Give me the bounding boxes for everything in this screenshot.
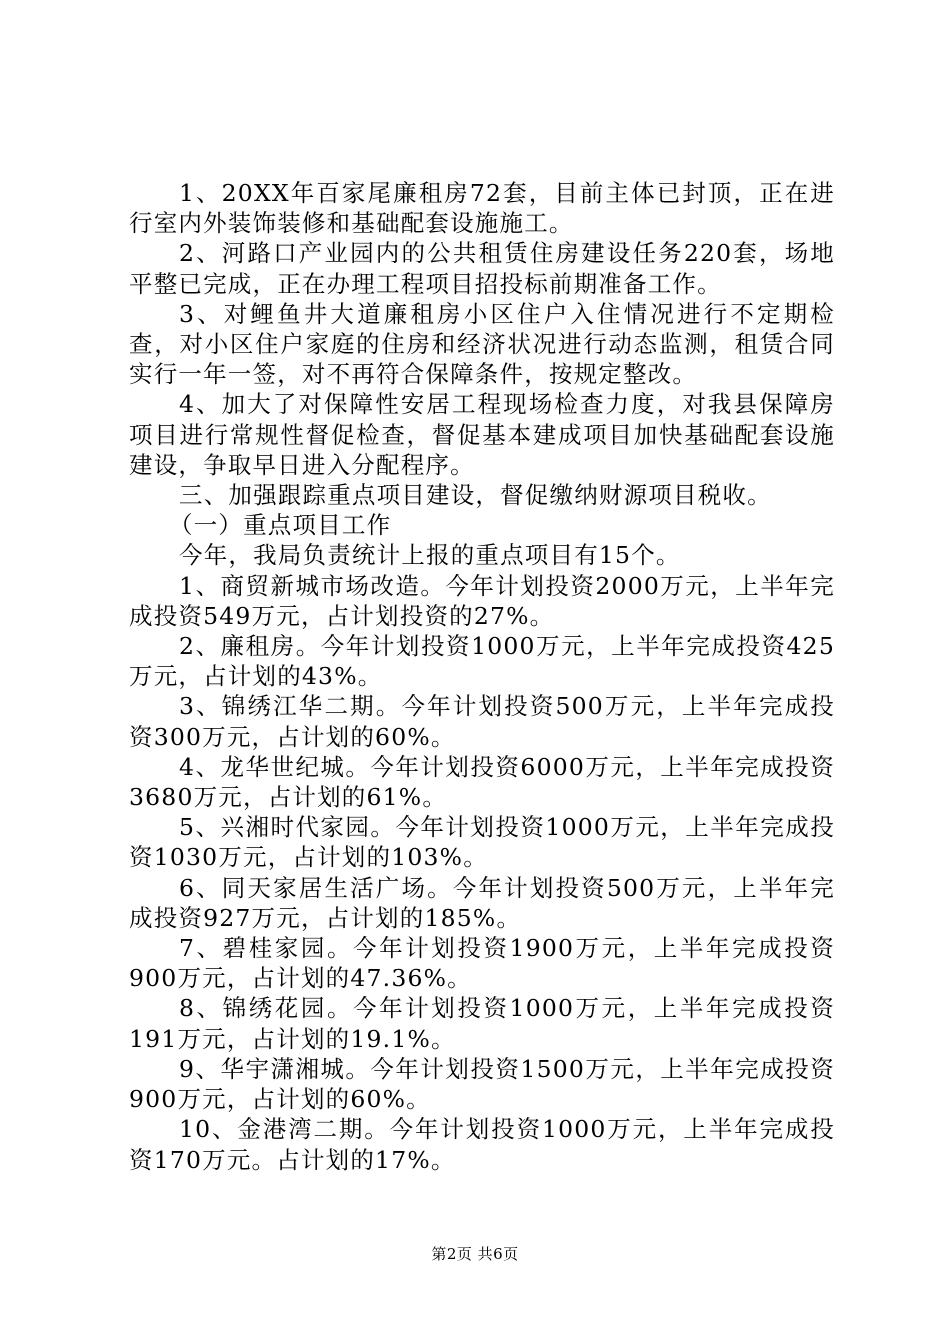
project-item-9: 9、华宇潇湘城。今年计划投资1500万元，上半年完成投资900万元，占计划的60%。 [129,1054,835,1114]
paragraph-4: 4、加大了对保障性安居工程现场检查力度，对我县保障房项目进行常规性督促检查，督促基本建成项目加快基础配套设施建设，争取早日进入分配程序。 [129,390,835,479]
project-item-1: 1、商贸新城市场改造。今年计划投资2000万元，上半年完成投资549万元，占计划投资的27%。 [129,571,835,630]
paragraph-1: 1、20XX年百家尾廉租房72套，目前主体已封顶，正在进行室内外装饰装修和基础配套设施施工。 [129,179,835,238]
project-item-2: 2、廉租房。今年计划投资1000万元，上半年完成投资425万元，占计划的43%。 [129,632,835,691]
project-item-5: 5、兴湘时代家园。今年计划投资1000万元，上半年完成投资1030万元，占计划的103%。 [129,813,835,872]
document-body [129,178,835,1175]
section-heading: 三、加强跟踪重点项目建设，督促缴纳财源项目税收。 [179,481,772,510]
page-number-footer: 第2页 共6页 [431,1245,519,1263]
project-item-3: 3、锦绣江华二期。今年计划投资500万元，上半年完成投资300万元，占计划的60%。 [129,692,835,751]
subsection-heading: （一）重点项目工作 [169,511,392,540]
project-item-8: 8、锦绣花园。今年计划投资1000万元，上半年完成投资191万元，占计划的19.1%。 [129,994,835,1053]
project-item-7: 7、碧桂家园。今年计划投资1900万元，上半年完成投资900万元，占计划的47.36%。 [129,934,835,993]
project-item-10: 10、金港湾二期。今年计划投资1000万元，上半年完成投资170万元。占计划的17%。 [129,1115,835,1174]
paragraph-3: 3、对鲤鱼井大道廉租房小区住户入住情况进行不定期检查，对小区住户家庭的住房和经济状况进行动态监测，租赁合同实行一年一签，对不再符合保障条件，按规定整改。 [129,299,835,389]
project-item-6: 6、同天家居生活广场。今年计划投资500万元，上半年完成投资927万元，占计划的185%。 [129,873,835,932]
project-item-4: 4、龙华世纪城。今年计划投资6000万元，上半年完成投资3680万元，占计划的61%。 [129,752,835,812]
paragraph-intro: 今年，我局负责统计上报的重点项目有15个。 [179,541,681,570]
paragraph-2: 2、河路口产业园内的公共租赁住房建设任务220套，场地平整已完成，正在办理工程项目招投标前期准备工作。 [129,239,835,298]
